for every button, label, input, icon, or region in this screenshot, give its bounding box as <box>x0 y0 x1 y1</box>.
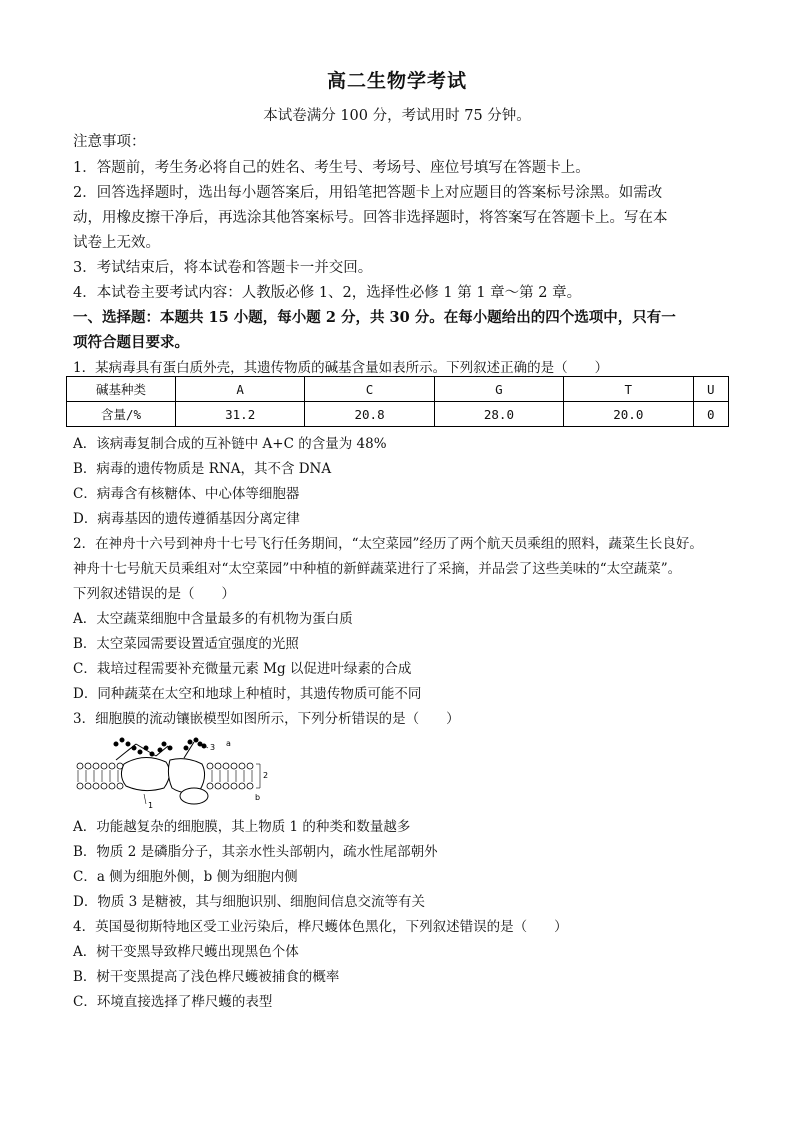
table-cell: A <box>176 377 305 402</box>
section-heading-cont: 项符合题目要求。 <box>73 334 189 351</box>
q3-option-c: C．a 侧为细胞外侧，b 侧为细胞内侧 <box>73 869 298 885</box>
cell-membrane-diagram <box>74 730 274 810</box>
table-cell: 20.8 <box>305 402 434 427</box>
table-row <box>67 402 729 427</box>
q3-option-d: D．物质 3 是糖被，其与细胞识别、细胞间信息交流等有关 <box>73 894 425 910</box>
label-b: b <box>255 793 261 802</box>
notes-item: 4．本试卷主要考试内容：人教版必修 1、2，选择性必修 1 第 1 章～第 2 章。 <box>73 285 582 301</box>
q3-option-b: B．物质 2 是磷脂分子，其亲水性头部朝内，疏水性尾部朝外 <box>73 844 438 860</box>
page-title: 高二生物学考试 <box>326 70 467 92</box>
q2-option-c: C．栽培过程需要补充微量元素 Mg 以促进叶绿素的合成 <box>73 661 412 677</box>
table-cell: 0 <box>693 402 729 427</box>
question-4-stem: 4．英国曼彻斯特地区受工业污染后，桦尺蠖体色黑化，下列叙述错误的是（ ） <box>73 919 568 935</box>
question-2-stem: 2．在神舟十六号到神舟十七号飞行任务期间，“太空菜园”经历了两个航天员乘组的照料，蔬菜生长良好。 <box>73 536 703 552</box>
q1-option-d: D．病毒基因的遗传遵循基因分离定律 <box>73 511 300 527</box>
notes-item: 试卷上无效。 <box>73 235 160 251</box>
question-2-stem: 下列叙述错误的是（ ） <box>73 586 235 602</box>
table-cell: C <box>305 377 434 402</box>
table-cell: 28.0 <box>434 402 563 427</box>
membrane-proteins <box>121 757 208 804</box>
label-1: 1 <box>148 801 154 810</box>
q2-option-d: D．同种蔬菜在太空和地球上种植时，其遗传物质可能不同 <box>73 686 422 702</box>
glycocalyx-chains <box>114 738 206 760</box>
notes-heading: 注意事项： <box>73 134 146 150</box>
q4-option-b: B．树干变黑提高了浅色桦尺蠖被捕食的概率 <box>73 969 340 985</box>
q2-option-a: A．太空蔬菜细胞中含量最多的有机物为蛋白质 <box>73 611 353 627</box>
question-1-stem: 1．某病毒具有蛋白质外壳，其遗传物质的碱基含量如表所示。下列叙述正确的是（ ） <box>73 360 609 376</box>
question-3-stem: 3．细胞膜的流动镶嵌模型如图所示，下列分析错误的是（ ） <box>73 711 460 727</box>
notes-item: 动，用橡皮擦干净后，再选涂其他答案标号。回答非选择题时，将答案写在答题卡上。写在本 <box>73 210 668 226</box>
table-cell: T <box>564 377 693 402</box>
table-header-row <box>67 377 729 402</box>
q4-option-a: A．树干变黑导致桦尺蠖出现黑色个体 <box>73 944 299 960</box>
label-a: a <box>226 739 231 748</box>
table-cell: 碱基种类 <box>67 377 176 402</box>
section-heading: 一、选择题：本题共 15 小题，每小题 2 分，共 30 分。在每小题给出的四个选项中，只有一 <box>73 309 676 326</box>
q2-option-b: B．太空菜园需要设置适宜强度的光照 <box>73 636 299 652</box>
notes-item: 3．考试结束后，将本试卷和答题卡一并交回。 <box>73 260 373 276</box>
base-content-table <box>66 376 729 427</box>
table-cell: 20.0 <box>564 402 693 427</box>
notes-item: 2．回答选择题时，选出每小题答案后，用铅笔把答题卡上对应题目的答案标号涂黑。如需改 <box>73 185 663 201</box>
page-subtitle: 本试卷满分 100 分，考试用时 75 分钟。 <box>263 108 531 124</box>
label-2: 2 <box>263 771 269 780</box>
q1-option-c: C．病毒含有核糖体、中心体等细胞器 <box>73 486 300 502</box>
notes-item: 1．答题前，考生务必将自己的姓名、考生号、考场号、座位号填写在答题卡上。 <box>73 160 590 176</box>
table-cell: G <box>434 377 563 402</box>
q4-option-c: C．环境直接选择了桦尺蠖的表型 <box>73 994 273 1010</box>
table-cell: 含量/% <box>67 402 176 427</box>
label-3: 3 <box>210 743 216 752</box>
table-cell: 31.2 <box>176 402 305 427</box>
q1-option-b: B．病毒的遗传物质是 RNA，其不含 DNA <box>73 461 332 477</box>
table-cell: U <box>693 377 729 402</box>
question-2-stem: 神舟十七号航天员乘组对“太空菜园”中种植的新鲜蔬菜进行了采摘，并品尝了这些美味的“太空蔬菜”。 <box>73 561 682 577</box>
q1-option-a: A．该病毒复制合成的互补链中 A+C 的含量为 48% <box>73 436 387 452</box>
q3-option-a: A．功能越复杂的细胞膜，其上物质 1 的种类和数量越多 <box>73 819 411 835</box>
